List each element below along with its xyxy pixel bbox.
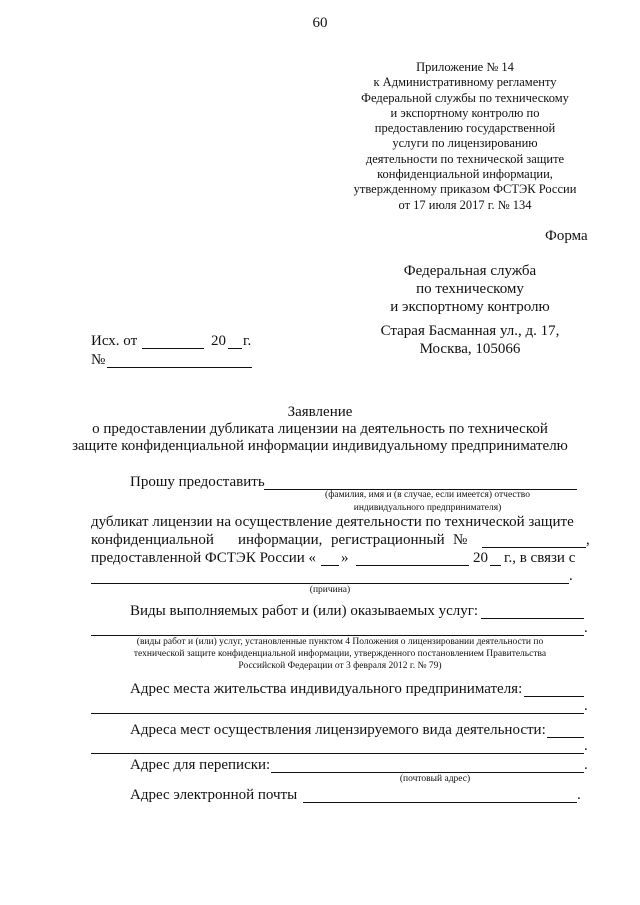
form-label: Форма (545, 228, 588, 244)
duplicate-line-part: г., в связи с (504, 550, 576, 566)
activity-label: Адреса мест осуществления лицензируемого вида деятельности: (130, 722, 546, 738)
reason-field[interactable] (91, 583, 569, 584)
period-mark: . (584, 620, 588, 636)
addressee-address-line: Москва, 105066 (419, 341, 521, 357)
name-hint: индивидуального предпринимателя) (353, 503, 502, 513)
period-mark: . (584, 757, 588, 773)
duplicate-line-part: 20 (473, 550, 488, 566)
duplicate-line: дубликат лицензии на осуществление деятельности по технической защите (91, 514, 574, 530)
works-field-continued[interactable] (91, 635, 584, 636)
duplicate-line-part: № (453, 532, 468, 548)
outgoing-number-prefix: № (91, 352, 106, 368)
appendix-line: Федеральной службы по техническому (361, 90, 569, 105)
addressee-address (370, 322, 570, 358)
license-day-field[interactable] (321, 565, 339, 566)
addressee-org-line: и экспортному контролю (390, 299, 550, 315)
activity-field-continued[interactable] (91, 753, 584, 754)
addressee-address-line: Старая Басманная ул., д. 17, (380, 323, 560, 339)
registration-number-field[interactable] (482, 547, 586, 548)
appendix-line: предоставлению государственной (374, 121, 556, 136)
period-mark: . (584, 738, 588, 754)
mail-field[interactable] (271, 772, 584, 773)
appendix-line: от 17 июля 2017 г. № 134 (398, 197, 532, 212)
appendix-block (330, 60, 600, 213)
name-hint: (фамилия, имя и (в случае, если имеется) отчество (325, 490, 530, 500)
duplicate-line-part: предоставленной ФСТЭК России « (91, 550, 317, 566)
works-label: Виды выполняемых работ и (или) оказываемых услуг: (130, 603, 479, 619)
email-label: Адрес электронной почты (130, 787, 298, 803)
appendix-line: и экспортному контролю по (390, 105, 540, 120)
email-field[interactable] (303, 802, 577, 803)
outgoing-year-suffix: г. (243, 333, 252, 349)
period-mark: . (584, 698, 588, 714)
appendix-line: утвержденному приказом ФСТЭК России (353, 182, 577, 197)
works-field[interactable] (481, 618, 584, 619)
license-year-field[interactable] (490, 565, 501, 566)
outgoing-number-field[interactable] (107, 367, 252, 368)
addressee-org-line: Федеральная служба (403, 263, 537, 279)
addressee-org-line: по техническому (416, 281, 524, 297)
duplicate-line-part: конфиденциальной (91, 532, 214, 548)
appendix-line: Приложение № 14 (416, 60, 514, 74)
outgoing-date-field[interactable] (142, 348, 204, 349)
period-mark: . (569, 568, 573, 584)
residence-field-continued[interactable] (91, 713, 584, 714)
works-hint: Российской Федерации от 3 февраля 2012 г. № 79) (238, 661, 442, 671)
reason-hint: (причина) (309, 585, 351, 595)
duplicate-line-part: регистрационный (331, 532, 445, 548)
period-mark: . (577, 787, 581, 803)
outgoing-year-field[interactable] (228, 348, 242, 349)
residence-label: Адрес места жительства индивидуального предпринимателя: (130, 681, 523, 697)
outgoing-year-prefix: 20 (211, 333, 226, 349)
duplicate-line-part: информации, (238, 532, 323, 548)
outgoing-date-prefix: Исх. от (91, 333, 138, 349)
works-hint: технической защите конфиденциальной информации, утвержденного постановлением Правительства (133, 649, 547, 659)
residence-field[interactable] (524, 696, 584, 697)
mail-hint: (почтовый адрес) (399, 774, 471, 784)
appendix-line: услуги по лицензированию (392, 136, 538, 151)
mail-label: Адрес для переписки: (130, 757, 271, 773)
license-month-field[interactable] (356, 565, 469, 566)
works-hint: (виды работ и (или) услуг, установленные пунктом 4 Положения о лицензировании деятельности по (136, 637, 544, 647)
activity-field[interactable] (547, 737, 584, 738)
duplicate-line-part: » (341, 550, 349, 566)
appendix-line: деятельности по технической защите (365, 151, 565, 166)
document-subtitle-line: защите конфиденциальной информации индивидуальному предпринимателю (72, 438, 568, 454)
document-subtitle-line: о предоставлении дубликата лицензии на деятельность по технической (92, 421, 548, 437)
comma-mark: , (586, 532, 590, 548)
page-number: 60 (312, 15, 328, 31)
appendix-line: конфиденциальной информации, (377, 167, 553, 182)
addressee-org (370, 262, 570, 316)
request-prefix: Прошу предоставить (130, 474, 265, 490)
appendix-line: к Административному регламенту (373, 75, 557, 90)
document-title: Заявление (287, 404, 353, 420)
